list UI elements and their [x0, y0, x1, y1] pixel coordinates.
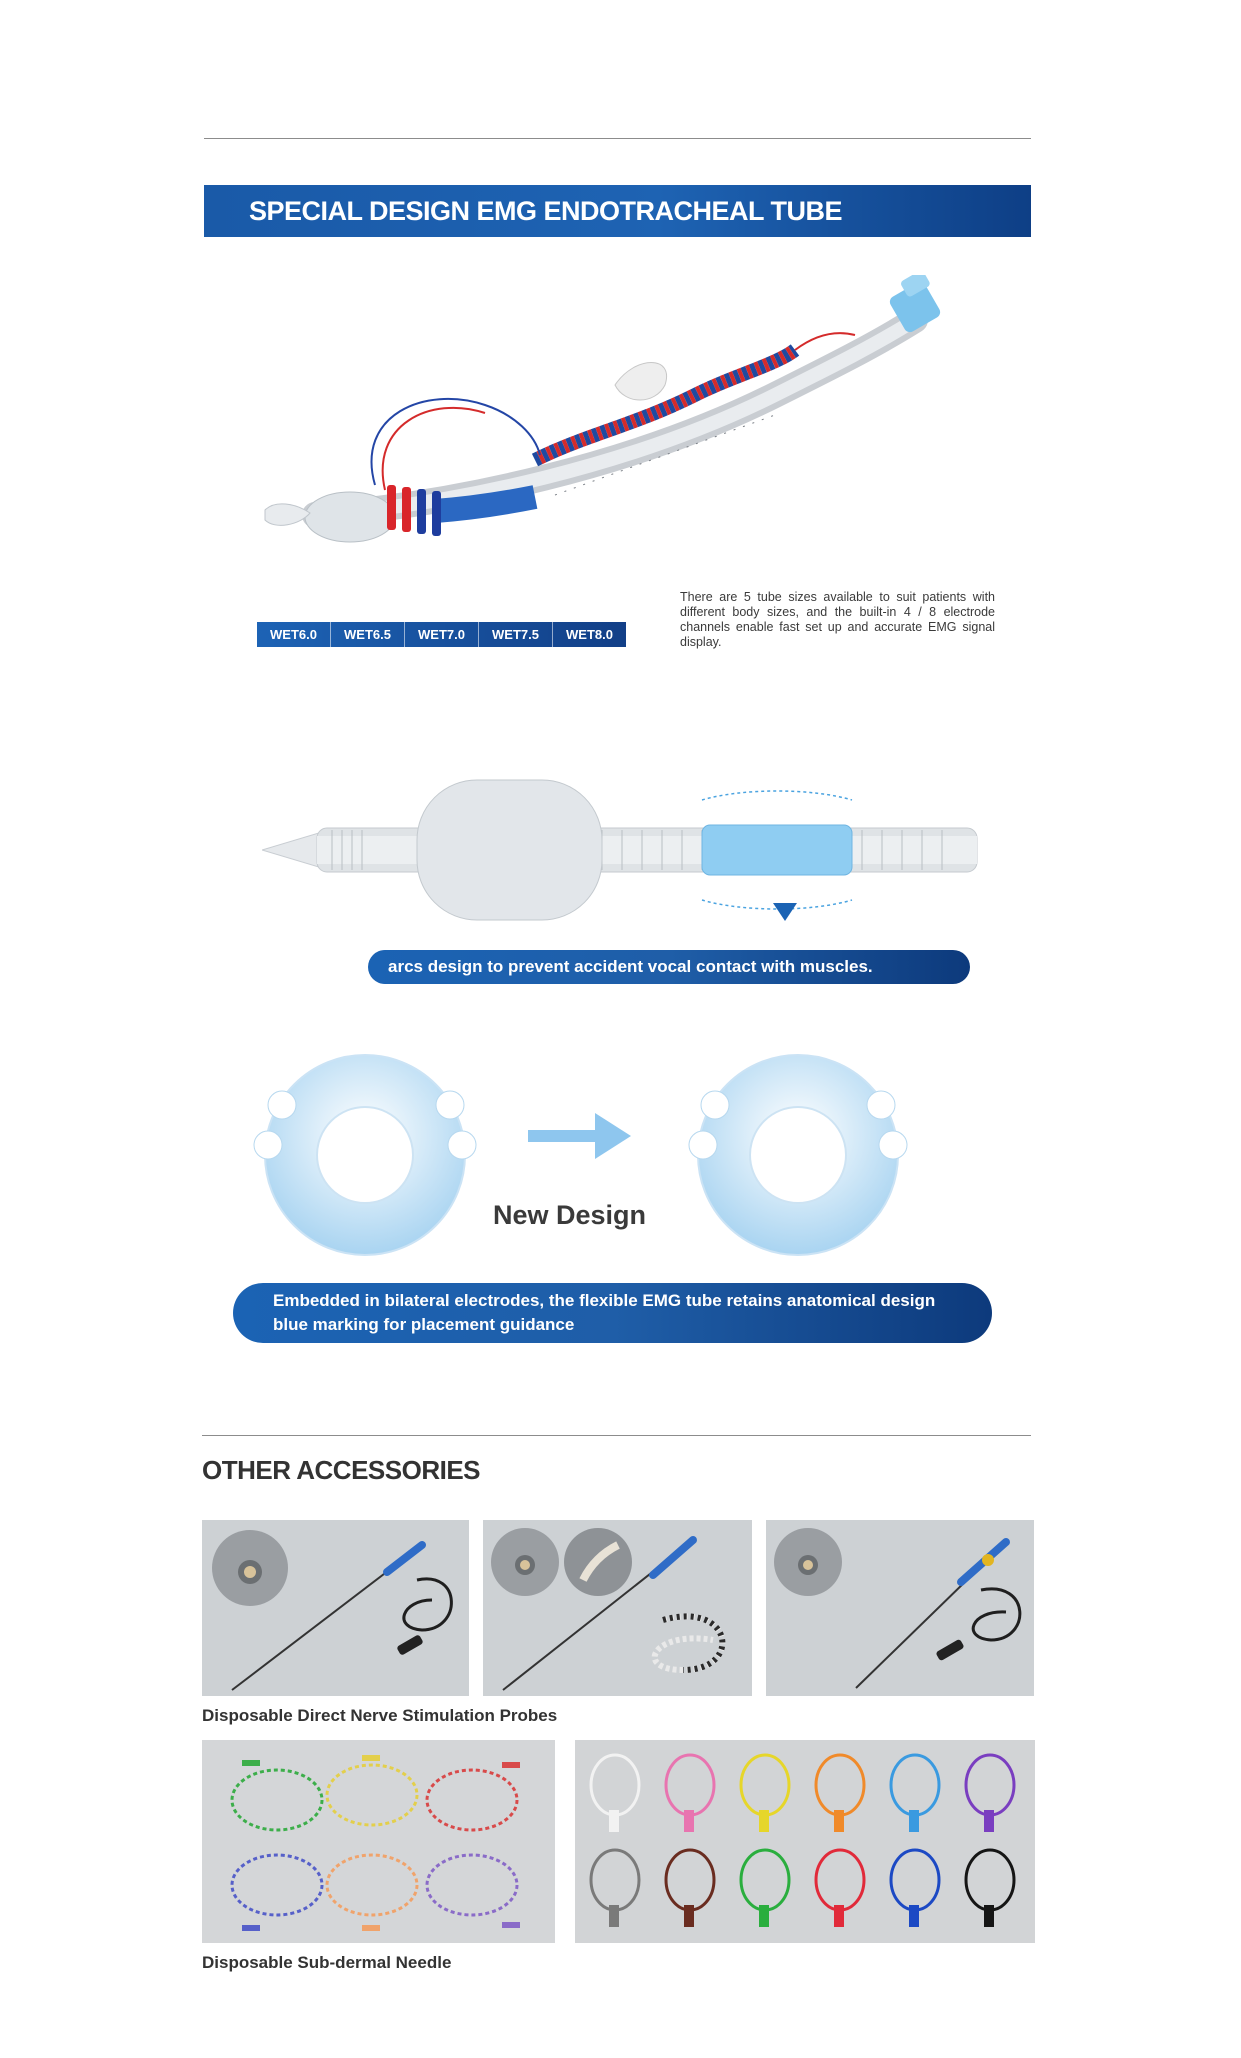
arcs-design-callout: arcs design to prevent accident vocal contact with muscles. — [368, 950, 970, 984]
lead-wires-photo — [575, 1740, 1035, 1943]
subdermal-needle-photo — [202, 1740, 555, 1943]
tube-closeup-image — [262, 770, 992, 930]
emg-tube-image — [255, 275, 1005, 575]
size-label: WET6.0 — [270, 627, 317, 642]
accessories-divider — [202, 1435, 1031, 1436]
right-arrow-head-icon — [595, 1113, 631, 1159]
new-design-label: New Design — [493, 1200, 647, 1230]
probe-photo — [202, 1520, 469, 1696]
emg-section-title: SPECIAL DESIGN EMG ENDOTRACHEAL TUBE — [204, 185, 1031, 237]
needle-caption: Disposable Sub-dermal Needle — [202, 1953, 452, 1972]
size-label: WET7.5 — [478, 622, 552, 647]
tube-size-bar — [257, 622, 626, 647]
size-label: WET7.0 — [404, 622, 478, 647]
probes-caption: Disposable Direct Nerve Stimulation Probes — [202, 1706, 558, 1725]
size-label: WET6.5 — [330, 622, 404, 647]
pointer-triangle-icon — [773, 903, 797, 921]
tube-size-description: There are 5 tube sizes available to suit patients with different body sizes, and the built-in 4 / 8 electrode channels enable fast set up and accurate EMG signal display. — [680, 590, 995, 649]
probe-photo — [766, 1520, 1034, 1696]
size-label: WET8.0 — [552, 622, 626, 647]
old-design-cross-section — [250, 1050, 480, 1260]
right-arrow-icon — [528, 1130, 600, 1142]
accessories-section-title: OTHER ACCESSORIES — [202, 1455, 481, 1485]
probe-photo — [483, 1520, 752, 1696]
embedded-electrodes-callout: Embedded in bilateral electrodes, the flexible EMG tube retains anatomical design blue marking for placement guidance — [233, 1283, 992, 1343]
top-divider — [204, 138, 1031, 139]
new-design-cross-section — [683, 1050, 913, 1260]
